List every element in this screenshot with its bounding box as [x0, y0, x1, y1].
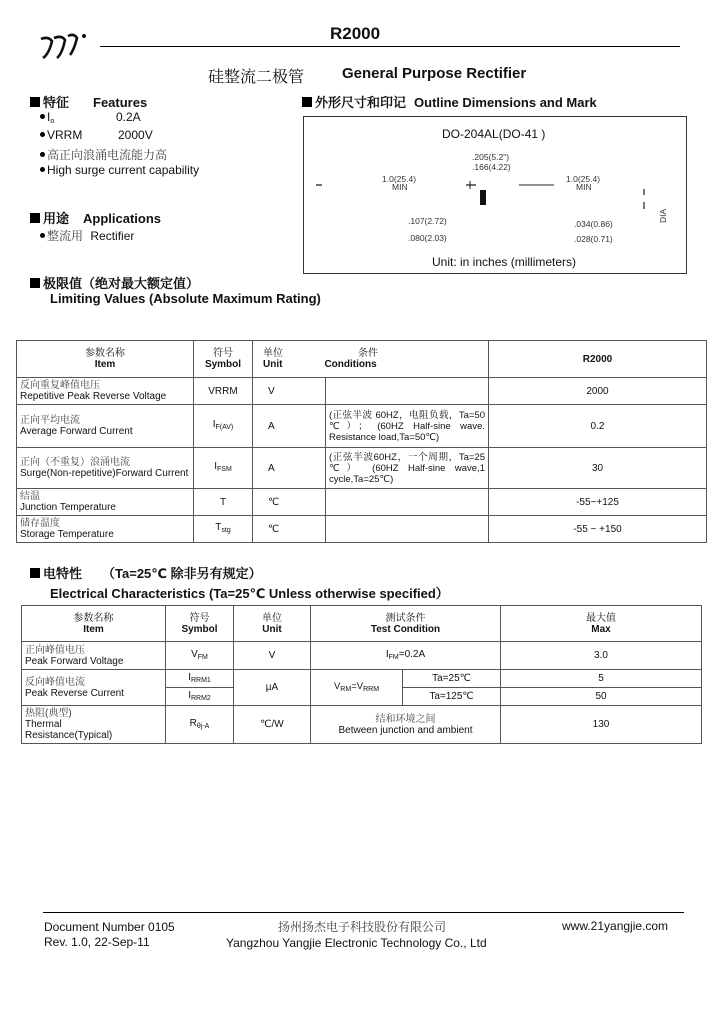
square-bullet-icon	[302, 97, 312, 107]
company-name-cn: 扬州扬杰电子科技股份有限公司	[278, 920, 447, 934]
row-conditions: (正弦半波 60HZ，电阻负载，Ta=50 ℃）； (60HZ Half-sine wave. Resistance load,Ta=50℃)	[326, 405, 489, 448]
row-symbol: $I_{RRM1}$	[166, 670, 234, 688]
row-item: 热阻(典型) Thermal Resistance(Typical)	[22, 706, 166, 744]
row-unit: V	[253, 378, 326, 405]
lead-right-max: 1.0(25.4)	[566, 174, 601, 184]
row-value: 130	[501, 706, 702, 744]
row-value: 0.2	[489, 405, 707, 448]
header-item: 参数名称 Item	[17, 341, 194, 378]
header-max: 最大值 Max	[501, 606, 702, 642]
header-part: R2000	[489, 341, 707, 378]
body-length-min: .166(4.22)	[472, 162, 511, 172]
bullet-icon	[40, 152, 45, 157]
row-item: 储存温度 Storage Temperature	[17, 516, 194, 543]
row-value: 30	[489, 448, 707, 489]
diode-drawing	[304, 117, 686, 273]
row-value: 50	[501, 688, 702, 706]
row-symbol: VRRM	[194, 378, 253, 405]
limiting-heading-en: Limiting Values (Absolute Maximum Rating)	[50, 291, 321, 306]
lead-dia-max: .034(0.86)	[574, 219, 613, 229]
dia-label: DIA	[658, 208, 668, 223]
row-condition: $V_{RM}=V_{RRM}$	[311, 670, 403, 706]
bullet-icon	[40, 233, 45, 238]
row-unit: V	[234, 642, 311, 670]
header-rule	[100, 46, 680, 47]
table-row	[22, 670, 702, 688]
limiting-heading-cn: 极限值（绝对最大额定值）	[30, 273, 199, 292]
row-item: 正向（不重复）浪涌电流 Surge(Non-repetitive)Forward Current	[17, 448, 194, 489]
outline-box	[303, 116, 687, 274]
feature-vrrm-value: 2000V	[118, 128, 153, 142]
square-bullet-icon	[30, 97, 40, 107]
body-length-max: .205(5.2")	[472, 152, 510, 162]
company-logo	[38, 30, 94, 64]
bullet-icon	[40, 132, 45, 137]
body-dia-min: .080(2.03)	[408, 233, 447, 243]
row-value: -55~+125	[489, 489, 707, 516]
table-row	[17, 378, 707, 405]
table-header-row	[17, 341, 707, 378]
row-item: 正向峰值电压 Peak Forward Voltage	[22, 642, 166, 670]
row-condition: $I_{FM}=0.2A$	[311, 642, 501, 670]
header-item: 参数名称 Item	[22, 606, 166, 642]
table-row	[17, 489, 707, 516]
feature-vrrm: VRRM	[40, 128, 82, 142]
row-symbol: $I_{F(AV)}$	[194, 405, 253, 448]
body-dia-max: .107(2.72)	[408, 216, 447, 226]
lead-right-min: MIN	[576, 182, 592, 192]
applications-heading: 用途 Applications	[30, 208, 161, 227]
package-name: DO-204AL(DO-41 )	[442, 127, 546, 141]
lead-left-min: MIN	[392, 182, 408, 192]
outline-heading: 外形尺寸和印记 Outline Dimensions and Mark	[302, 92, 597, 111]
part-number-title: R2000	[330, 24, 381, 43]
square-bullet-icon	[30, 213, 40, 223]
row-temp: Ta=125℃	[403, 688, 501, 706]
square-bullet-icon	[30, 568, 40, 578]
table-row	[17, 405, 707, 448]
square-bullet-icon	[30, 278, 40, 288]
electrical-heading-en: Electrical Characteristics (Ta=25℃ Unless otherwise specified）	[50, 586, 449, 601]
title-cn: 硅整流二极管	[208, 69, 305, 86]
feature-line4: High surge current capability	[40, 163, 199, 177]
revision: Rev. 1.0, 22-Sep-11	[44, 935, 150, 949]
row-symbol: $T_{stg}$	[194, 516, 253, 543]
row-item: 结温 Junction Temperature	[17, 489, 194, 516]
row-condition: 结和环境之间 Between junction and ambient	[311, 706, 501, 744]
row-symbol: $R_{\theta j-A}$	[166, 706, 234, 744]
table-header-row	[22, 606, 702, 642]
row-value: -55 ~ +150	[489, 516, 707, 543]
table-row	[17, 448, 707, 489]
bullet-icon	[40, 114, 45, 119]
header-unit-conditions: 单位 条件 Unit Conditions	[253, 341, 489, 378]
feature-io: $I_o$	[40, 110, 54, 125]
row-conditions	[326, 516, 489, 543]
row-symbol: $I_{RRM2}$	[166, 688, 234, 706]
row-unit: A	[253, 448, 326, 489]
application-item: 整流用 Rectifier	[40, 227, 134, 244]
lead-dia-min: .028(0.71)	[574, 234, 613, 244]
table-row	[17, 516, 707, 543]
row-conditions: (正弦半波60HZ，一个周期，Ta=25 ℃） (60HZ Half-sine wave,1 cycle,Ta=25℃)	[326, 448, 489, 489]
row-unit: ℃	[253, 516, 326, 543]
row-symbol: $V_{FM}$	[166, 642, 234, 670]
row-item: 反向峰值电流 Peak Reverse Current	[22, 670, 166, 706]
row-value: 5	[501, 670, 702, 688]
header-symbol: 符号 Symbol	[166, 606, 234, 642]
table-row	[22, 706, 702, 744]
features-heading: 特征 Features	[30, 92, 147, 111]
row-unit: ℃	[253, 489, 326, 516]
row-item: 正向平均电流 Average Forward Current	[17, 405, 194, 448]
row-value: 2000	[489, 378, 707, 405]
website-link[interactable]: www.21yangjie.com	[562, 919, 669, 933]
row-item: 反向重复峰值电压 Repetitive Peak Reverse Voltage	[17, 378, 194, 405]
lead-left-max: 1.0(25.4)	[382, 174, 417, 184]
row-unit: μA	[234, 670, 311, 706]
footer-rule	[43, 912, 684, 913]
row-conditions	[326, 489, 489, 516]
bullet-icon	[40, 167, 45, 172]
company-name-en: Yangzhou Yangjie Electronic Technology Co., Ltd	[226, 936, 487, 950]
row-symbol: $I_{FSM}$	[194, 448, 253, 489]
limiting-values-table	[16, 340, 707, 543]
electrical-characteristics-table	[21, 605, 702, 744]
row-temp: Ta=25℃	[403, 670, 501, 688]
header-unit: 单位 Unit	[234, 606, 311, 642]
header-symbol: 符号 Symbol	[194, 341, 253, 378]
row-unit: ℃/W	[234, 706, 311, 744]
row-symbol: T	[194, 489, 253, 516]
feature-line3: 高正向浪涌电流能力高	[40, 146, 167, 163]
electrical-heading-cn: 电特性 （Ta=25℃ 除非另有规定）	[30, 563, 262, 582]
title-en: General Purpose Rectifier	[342, 65, 527, 82]
row-value: 3.0	[501, 642, 702, 670]
row-conditions	[326, 378, 489, 405]
units-note: Unit: in inches (millimeters)	[432, 255, 577, 269]
row-unit: A	[253, 405, 326, 448]
header-test-condition: 测试条件 Test Condition	[311, 606, 501, 642]
document-number: Document Number 0105	[44, 920, 175, 934]
feature-io-value: 0.2A	[116, 110, 141, 124]
table-row	[22, 642, 702, 670]
